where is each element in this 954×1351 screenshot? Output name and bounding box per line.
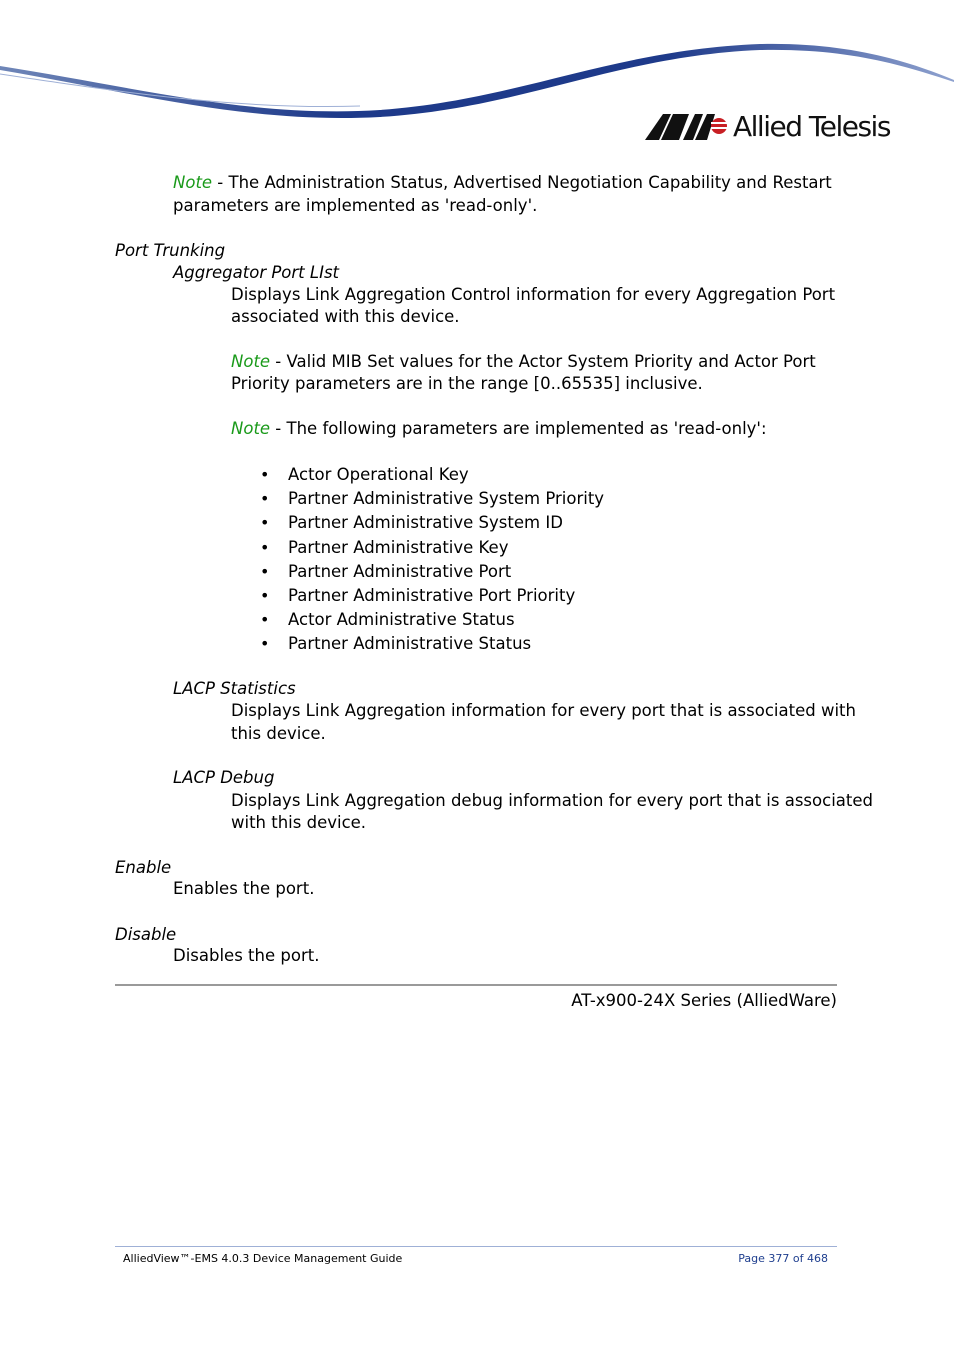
intro-note-line-1 <box>173 172 832 195</box>
list-item: • Partner Administrative Key <box>230 536 604 560</box>
note2-text: - The following parameters are implemented as 'read-only': <box>270 419 767 438</box>
aggregator-note1-line-2: Priority parameters are in the range [0..65535] inclusive. <box>231 374 703 393</box>
aggregator-note1-line-1 <box>231 351 816 374</box>
note1-text: - Valid MIB Set values for the Actor System Priority and Actor Port <box>270 352 816 371</box>
lacp-statistics-line-1: Displays Link Aggregation information for every port that is associated with <box>231 701 856 720</box>
disable-desc: Disables the port. <box>173 946 320 965</box>
read-only-parameter-list <box>230 463 604 657</box>
aggregator-desc-line-2: associated with this device. <box>231 307 460 326</box>
allied-telesis-logo <box>645 110 890 144</box>
section-heading-disable: Disable <box>115 925 177 944</box>
page-of: of <box>789 1252 807 1265</box>
footer-guide-title: AlliedView™-EMS 4.0.3 Device Management Guide <box>123 1252 403 1265</box>
lacp-statistics-line-2: this device. <box>231 724 326 743</box>
enable-desc: Enables the port. <box>173 879 315 898</box>
page-total: 468 <box>807 1252 828 1265</box>
section-heading-port-trunking: Port Trunking <box>115 241 226 260</box>
section-heading-enable: Enable <box>115 858 172 877</box>
list-item: • Actor Administrative Status <box>230 608 604 632</box>
subheading-aggregator-port-list: Aggregator Port LIst <box>173 263 340 282</box>
intro-note-line-2: parameters are implemented as 'read-only'. <box>173 196 538 215</box>
list-item: • Partner Administrative Port Priority <box>230 584 604 608</box>
list-item: • Partner Administrative System ID <box>230 511 604 535</box>
aggregator-note2-line-1 <box>231 418 767 441</box>
logo-mark-icon <box>645 112 727 142</box>
note-label: Note <box>231 352 271 371</box>
section-divider <box>115 984 837 986</box>
series-label: AT-x900-24X Series (AlliedWare) <box>571 991 837 1010</box>
aggregator-desc-line-1: Displays Link Aggregation Control information for every Aggregation Port <box>231 285 836 304</box>
list-item: • Partner Administrative Status <box>230 632 604 656</box>
intro-note-text: - The Administration Status, Advertised Negotiation Capability and Restart <box>212 173 832 192</box>
page-prefix: Page <box>738 1252 769 1265</box>
lacp-debug-line-1: Displays Link Aggregation debug information for every port that is associated <box>231 791 873 810</box>
page-current: 377 <box>768 1252 790 1265</box>
list-item: • Actor Operational Key <box>230 463 604 487</box>
lacp-debug-line-2: with this device. <box>231 813 367 832</box>
logo-wordmark: Allied Telesis <box>733 110 890 143</box>
footer-page-number <box>700 1252 828 1265</box>
subheading-lacp-statistics: LACP Statistics <box>173 679 296 698</box>
note-label: Note <box>231 419 271 438</box>
list-item: • Partner Administrative System Priority <box>230 487 604 511</box>
note-label: Note <box>173 173 213 192</box>
list-item: • Partner Administrative Port <box>230 560 604 584</box>
footer-divider <box>115 1246 837 1247</box>
subheading-lacp-debug: LACP Debug <box>173 768 275 787</box>
